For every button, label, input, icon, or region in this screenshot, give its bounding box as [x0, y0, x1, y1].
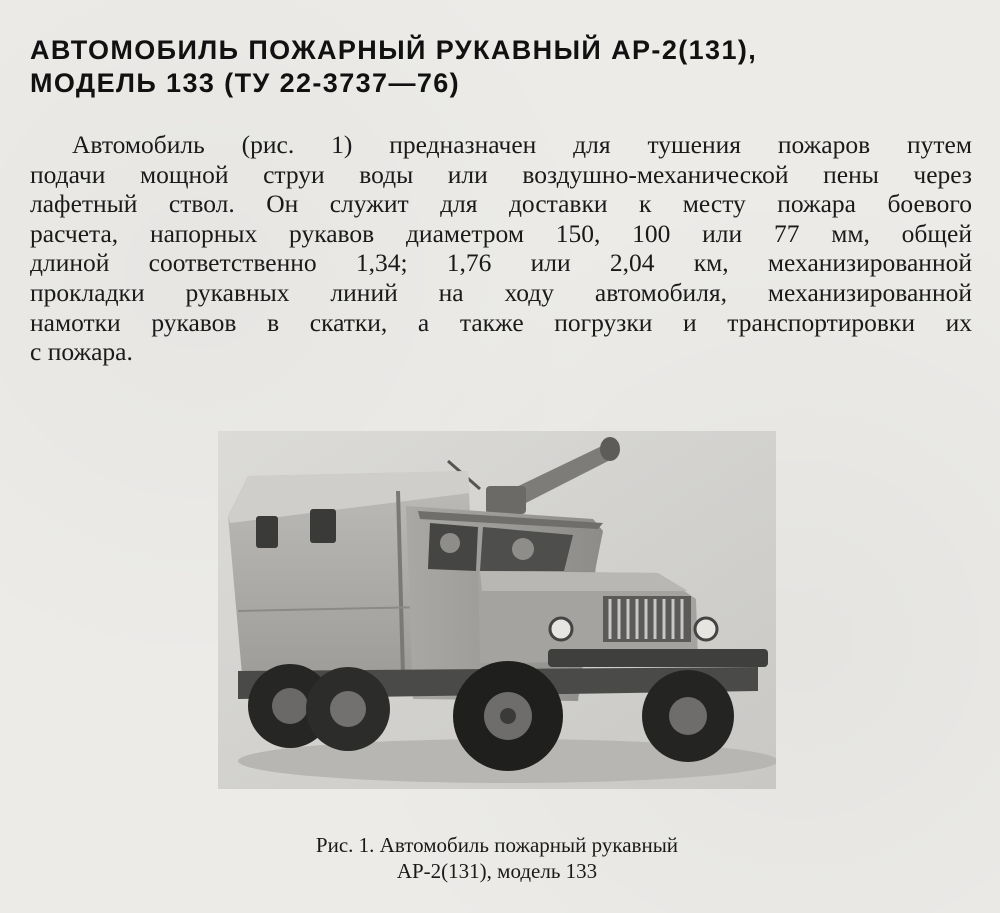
body-line: лафетный ствол. Он служит для доставки к месту пожара боевого	[30, 189, 972, 219]
body-line: с пожара.	[30, 337, 133, 367]
body-line: прокладки рукавных линий на ходу автомобиля, механизированной	[30, 277, 972, 307]
body-paragraph	[30, 130, 972, 367]
body-line: подачи мощной струи воды или воздушно-механической пены через	[30, 159, 972, 189]
front-left-wheel	[453, 661, 563, 771]
fire-truck-illustration	[218, 431, 776, 789]
caption-line-1: Рис. 1. Автомобиль пожарный рукавный	[315, 833, 679, 857]
figure-caption	[200, 832, 794, 884]
body-line: Автомобиль (рис. 1) предназначен для тушения пожаров путем	[72, 130, 972, 159]
front-bumper	[548, 649, 768, 667]
body-line: расчета, напорных рукавов диаметром 150, 100 или 77 мм, общей	[30, 218, 972, 248]
title-line-1: АВТОМОБИЛЬ ПОЖАРНЫЙ РУКАВНЫЙ АР-2(131),	[30, 35, 758, 65]
fire-truck-photo	[218, 431, 776, 789]
radiator-grille	[603, 596, 691, 642]
title-line-2: МОДЕЛЬ 133 (ТУ 22-3737—76)	[30, 68, 461, 98]
body-line: намотки рукавов в скатки, а также погрузки и транспортировки их	[30, 307, 972, 337]
body-line: длиной соответственно 1,34; 1,76 или 2,04 км, механизированной	[30, 248, 972, 278]
caption-line-2: АР-2(131), модель 133	[396, 859, 598, 883]
document-title	[30, 34, 930, 100]
rear-wheel-2	[306, 667, 390, 751]
left-headlight	[550, 618, 572, 640]
front-right-wheel	[642, 670, 734, 762]
right-headlight	[695, 618, 717, 640]
